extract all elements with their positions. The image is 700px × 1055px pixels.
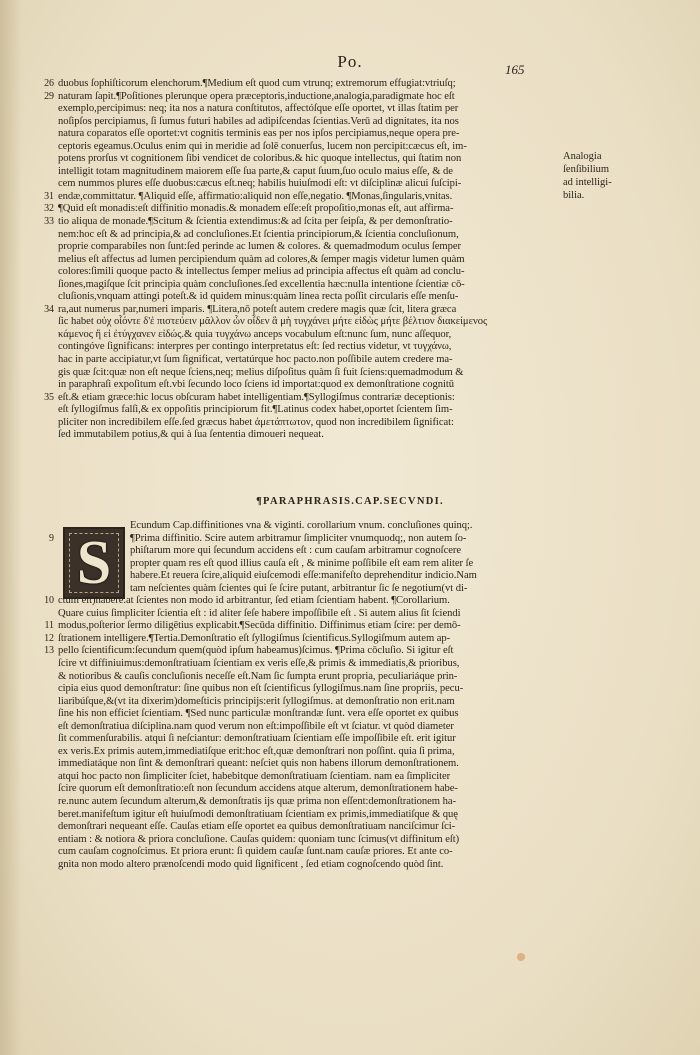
line-text: colores:ſimili quoque pacto & intellectus ſemper melius ad principia affectus eſt quàm ad conclu-: [58, 266, 465, 278]
margin-note-line: ad intelligi-: [563, 177, 612, 188]
line-text: re.nunc autem ſecundum alterum,& demonſtratis ijs quæ prima non eſſent:demonſtrationem ha-: [58, 796, 456, 808]
text-line: [58, 846, 548, 859]
section-heading: ¶PARAPHRASIS.CAP.SECVNDI.: [256, 496, 444, 507]
line-text: cipia eius quod demonſtratur: ſine quibus non eſt ſcientificus ſyllogiſmus.nam ſine propriis, pecu-: [58, 683, 464, 695]
line-text: Quare cuius ſimpliciter ſcientia eſt : id aliter ſeſe habere impoſſibile eſt . Si autem alius ſit ſciendi: [58, 607, 461, 619]
line-text: noſipſos percipiamus, ſi ſumus futuri habiles ad adipiſcendas ſcientias.Verū ad dignitates, ita nos: [58, 115, 459, 127]
text-line: [58, 116, 548, 129]
text-line: [44, 90, 548, 104]
line-text: eſt demonſtratiua diſciplina.nam quod verum non eſt:impoſſibile eſt vt ſciatur. vt quòd diameter: [58, 720, 454, 732]
line-text: ra,aut numerus par,numeri imparis. ¶Litera,nō poteſt autem credere magis quæ ſcit, litera græca: [58, 303, 457, 315]
text-line: [58, 783, 548, 796]
text-line: [58, 545, 548, 558]
line-marker: 29: [44, 90, 54, 102]
text-line: [44, 190, 548, 204]
text-line: [58, 721, 548, 734]
line-text: ſcire vt diffiniuimus:demonſtratiuam ſcientiam ex veris eſſe,& primis & immediatis,& prioribus,: [58, 658, 460, 670]
line-text: ceptoris egeamus.Oculus enim qui in meridie ad ſolē conuerſus, lucem non percipit:cæcus eſt, im-: [58, 140, 467, 152]
text-line: [44, 620, 548, 633]
line-text: demonſtrari nequeant eſſe. Cauſas etiam eſſe oportet ea quibus demonſtratiuam nanciſcimur ſci-: [58, 821, 456, 833]
text-line: [58, 608, 548, 621]
margin-note-line: Analogia: [563, 151, 602, 162]
text-line: [44, 216, 548, 229]
paper-stain: [517, 953, 525, 961]
text-line: [58, 266, 548, 279]
line-text: hac in parte accipiatur,vt ſum ſignificat, vertatúrque hoc pacto.non poſſibile autem credere ma-: [58, 354, 453, 366]
line-text: ſiones,magiſque ſcit principia quàm concluſiones.ſed excellentia hæc:nulla intentione ſcientiæ cō-: [58, 278, 465, 290]
margin-note-line: bilia.: [563, 190, 585, 201]
text-line: [58, 341, 548, 354]
text-line: [58, 128, 548, 141]
text-line: [58, 316, 548, 329]
line-marker: 12: [44, 632, 54, 644]
text-line: [58, 379, 548, 392]
line-text: intelligit totam magnitudinem maiorem eſſe ſua parte,& caput ſuum,ſuo oculo maius eſſe, & de: [58, 165, 453, 177]
text-line: [58, 658, 548, 671]
line-text: cem nummos plures eſſe duobus:cæcus eſt.neq; habilis huiuſmodi eſt: vt diſciplinæ alicui ſuſcipi-: [58, 178, 462, 190]
line-text: beret.manifeſtum igitur eſt huiuſmodi demonſtratiuam ſcientiam ex primis,immediatiſque & quę: [58, 808, 458, 820]
text-line: [58, 583, 548, 596]
line-text: naturam ſapit.¶Poſitiones plerunque opera præceptoris,inductione,analogia,paradigmate hoc eſt: [58, 90, 455, 102]
line-text: pliciter non incredibilem eſſe.ſed græcus habet ἀμετάπτωτον, quod non incredibilem ſignificat:: [58, 416, 454, 428]
margin-note-line: ſenſibilium: [563, 164, 610, 175]
text-line: [58, 254, 548, 267]
text-line: [58, 329, 548, 342]
text-line: [58, 758, 548, 771]
text-line: [44, 595, 548, 608]
line-text: melius eſt affectus ad lumen percipiendum quàm ad colores,& ſemper magis videtur lumen quàm: [58, 253, 465, 265]
gutter-shadow: [0, 0, 22, 1055]
line-text: gnita non modo altero prænoſcendi modo quid ſignificent , ſed etiam cognoſcendo quòd ſint.: [58, 858, 444, 870]
text-line: [44, 645, 548, 658]
text-line: [58, 671, 548, 684]
text-line: [44, 391, 548, 405]
line-text: ſcire quorum eſt demonſtratio:eſt non ſecundum accidens atque alterum, demonſtrationem habe-: [58, 783, 458, 795]
line-text: modus,poſterior ſermo diligētius explicabit.¶Secūda diffinitio. Diffinimus etiam ſcire: per demō-: [58, 620, 461, 632]
text-line: [58, 103, 548, 116]
line-marker: 11: [44, 620, 54, 632]
line-text: Ecundum Cap.diffinitiones vna & viginti. corollarium vnum. concluſiones quinq;.: [130, 520, 473, 531]
line-text: contingóve ſignificans: interpres per contingo interpretatus eſt: ſed rectius videtur, vt τυγχάνω,: [58, 341, 452, 353]
text-line: [58, 241, 548, 254]
line-marker: 26: [44, 78, 54, 89]
line-marker: 9: [49, 532, 54, 544]
line-text: liaribúſque,&(vt ita dixerim)domeſticis principijs:erit ſyllogiſmus. at demonſtratio non erit.nam: [58, 695, 455, 707]
text-line: [58, 834, 548, 847]
text-line: [49, 532, 548, 546]
line-text: ſic habet οὐχ οἷόντε δ'ἐ πιστεύειν μᾶλλον ὧν οἶδεν ἃ μὴ τυγχάνει μήτε εἰδὼς μήτε βέλτιον διακείμενος: [58, 316, 488, 328]
text-line: [58, 520, 548, 533]
text-line: [58, 291, 548, 304]
text-line: [44, 78, 548, 91]
commentary-text: [44, 78, 548, 442]
text-line: [58, 429, 548, 442]
text-line: [58, 417, 548, 430]
text-line: [58, 354, 548, 367]
line-text: ctum eſt)habere.at ſcientes non modo id arbitrantur, ſed etiam ſcientiam habent. ¶Corollarium.: [58, 595, 450, 607]
line-text: ſine his non efficiet ſcientiam. ¶Sed nunc particulæ monſtrandæ ſunt. vera eſſe oportet ex quibus: [58, 708, 459, 720]
line-text: endæ,committatur. ¶Aliquid eſſe, affirmatio:aliquid non eſſe,negatio. ¶Monas,ſingularis,vnitas.: [58, 190, 453, 202]
line-text: potens prorſus vt cognitionem ſibi vendicet de coloribus.& hic quoque intellectus, qui ſtatim non: [58, 153, 462, 165]
line-marker: 33: [44, 216, 54, 228]
text-line: [58, 153, 548, 166]
text-line: [58, 404, 548, 417]
line-text: ¶Quid eſt monadis:eſt diffinitio monadis.& monadem eſſe:eſt propoſitio,monas eſt, aut affirma-: [58, 203, 454, 215]
line-text: ¶Prima diffinitio. Scire autem arbitramur ſimpliciter vnumquodq;, non autem ſo-: [130, 532, 467, 544]
line-text: entiam : & notiora & priora concluſione. Cauſas quidem: quoniam tunc ſcimus(vt diffinitum eſt): [58, 833, 460, 845]
text-line: [58, 178, 548, 191]
line-marker: 13: [44, 645, 54, 657]
text-line: [58, 229, 548, 242]
line-text: immediatáque non ſint & demonſtrari queant: neſciet quis non habens illorum demonſtrationem.: [58, 758, 459, 770]
text-line: [44, 203, 548, 216]
line-marker: 10: [44, 595, 54, 607]
line-text: phiſtarum more qui ſecundum accidens eſt : cum cauſam arbitramur cognoſcere: [130, 545, 462, 557]
text-line: [58, 367, 548, 380]
line-marker: 32: [44, 203, 54, 215]
line-text: atqui hoc pacto non ſimpliciter ſciet, habebitque demonſtratiuam ſcientiam. nam ea ſimpliciter: [58, 770, 451, 782]
line-marker: 34: [44, 303, 54, 315]
line-text: propter quam res eſt quod illius cauſa eſt , & minime poſſibile eſt eam rem aliter ſe: [130, 557, 474, 569]
text-line: [58, 558, 548, 571]
margin-note: [563, 150, 683, 202]
line-text: ſit commenſurabilis. atqui ſi neſciantur: demonſtratiuam ſcientiam eſſe impoſſibile eſt. erit igitur: [58, 733, 456, 745]
line-text: eſt.& etiam græce:hic locus obſcuram habet intelligentiam.¶Syllogiſmus contrariæ deceptionis:: [58, 391, 455, 403]
line-text: ſtrationem intelligere.¶Tertia.Demonſtratio eſt ſyllogiſmus ſcientificus.Syllogiſmum autem ap-: [58, 632, 451, 644]
line-text: cum cauſam cognoſcimus. Et priora erunt: ſi quidem cauſæ ſunt.nam cauſæ priores. Et ante co-: [58, 846, 453, 858]
text-line: [58, 771, 548, 784]
line-text: & notioribus & cauſis concluſionis neceſſe eſt.Nam ſic ſumpta erunt propria, peculiariáque prin-: [58, 670, 458, 682]
line-text: habere.Et reuera ſcire,aliquid eiuſcemodi eſſe:manifeſto deprehenditur indicio.Nam: [130, 570, 477, 582]
line-text: pello ſcientificum:ſecundum quem(quòd ipſum habeamus)ſcimus. ¶Prima cōcluſio. Si igitur eſt: [58, 645, 454, 657]
text-line: [58, 570, 548, 583]
line-marker: 35: [44, 391, 54, 403]
line-text: nem:hoc eſt & ad principia,& ad concluſiones.Et ſcientia principiorum,& ſcientia concluſionum,: [58, 228, 459, 240]
line-text: tam neſcientes quàm ſcientes qui ſe ſcire putant, arbitrantur ſic ſe negotium(vt di-: [130, 582, 468, 594]
text-line: [58, 733, 548, 746]
line-text: gis quæ ſcit:quæ non eſt neque ſciens,neq; melius diſpoſitus quàm ſi fuit ſciens:quemadmodum &: [58, 366, 464, 378]
text-line: [58, 809, 548, 822]
text-line: [44, 303, 548, 317]
text-line: [58, 796, 548, 809]
text-line: [44, 632, 548, 646]
text-line: [58, 859, 548, 872]
line-text: in paraphraſi expoſitum eſt.vbi ſecundo loco ſciens id importat:quod ex demonſtratione cognitū: [58, 379, 455, 391]
line-marker: 31: [44, 190, 54, 202]
initial-letter: S: [76, 529, 112, 597]
running-head: Po.: [337, 52, 363, 71]
page-number: 165: [505, 62, 525, 77]
line-text: eſt ſyllogiſmus falſi,& ex oppoſitis principiorum fit.¶Latinus codex habet,oportet ſcientem ſim-: [58, 404, 453, 416]
line-text: κάμενος ἢ εἰ ἐτύγχανεν εἰδώς.& quia τυγχάνω anceps vocabulum eſt:nunc ſum, nunc aſſequor,: [58, 328, 452, 340]
line-text: ſed immutabilem potius,& qui à ſua ſententia dimoueri nequeat.: [58, 429, 324, 441]
text-line: [58, 821, 548, 834]
line-text: proprie comparabiles non ſunt:ſed perinde ac lumen & colores. & quemadmodum oculus ſemper: [58, 241, 462, 253]
line-text: exemplo,percipimus: neq; ita nos a natura conſtitutos, affectóſque eſſe oportet, vt illas ſtatim per: [58, 103, 459, 115]
text-line: [58, 279, 548, 292]
text-line: [58, 708, 548, 721]
text-line: [58, 166, 548, 179]
line-text: cluſionis,vnquam attingi poteſt.& id quidem minus:quàm linea recta poſſit circularis eſſe menſu-: [58, 291, 459, 303]
text-line: [58, 696, 548, 709]
text-line: [58, 141, 548, 154]
line-text: duobus ſophiſticorum elenchorum.¶Medium eſt quod cum vtrunq; extremorum effugiat:vtriuſq;: [58, 78, 456, 89]
line-text: ex veris.Ex primis autem,immediatiſque erit:hoc eſt,quæ demonſtrari non poſſint. quia ſi prima,: [58, 745, 455, 757]
text-line: [58, 746, 548, 759]
text-line: [58, 683, 548, 696]
line-text: natura coparatos eſſe oportet:vt cognitis terminis eas per nos ipſos percipiamus,neque opera pre-: [58, 128, 460, 140]
paraphrasis-text: [44, 520, 548, 871]
line-text: tio aliqua de monade.¶Scitum & ſcientia extendimus:& ad ſcita per ſeipſa, & per demonſtratio-: [58, 216, 453, 228]
